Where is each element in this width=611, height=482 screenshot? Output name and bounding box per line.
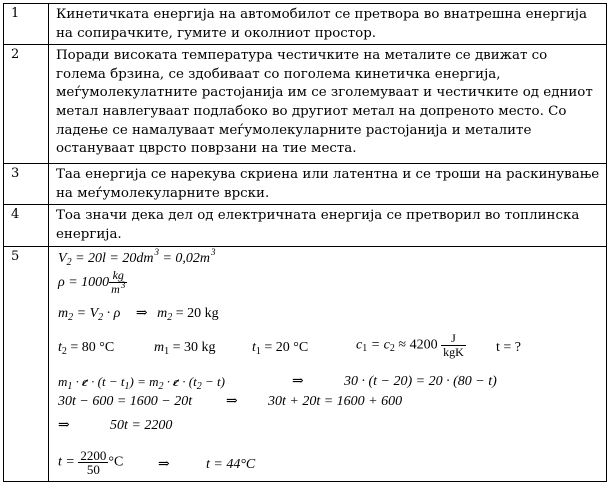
math-arrow: ⇒	[226, 393, 238, 409]
row-text: Поради високата температура честичките на металите се движат со голема брзина, се здобиваат со поголема кинетичка енергија, меѓумолекулатните растојанија им се зголемуваат и честичките од едниот метал навлегуваат подлабоко во другиот метал на допреното место. Со ладење се намалуваат меѓумолекуларните растојанија и металите остануваат цврсто поврзани на тие места.	[49, 45, 607, 164]
math-line-expanded: 30t − 600 = 1600 − 20t	[58, 393, 193, 409]
table-row	[4, 164, 607, 205]
table-row	[4, 246, 607, 481]
math-line-mass: $m_2 = V_2 \cdot \rho$ ⇒ $m_2 = 20$ kg	[58, 305, 219, 323]
math-line-heat-balance: $m_1 \cdot c \cdot (t - t_1) = m_2 \cdot c \cdot (t_2 - t)$	[58, 373, 225, 392]
table-row	[4, 45, 607, 164]
math-given-t1: $t_1 = 20$ °C	[252, 339, 309, 357]
math-line-collected: 30t + 20t = 1600 + 600	[268, 393, 403, 409]
row-number: 3	[4, 164, 49, 205]
table-row	[4, 4, 607, 45]
math-line-density: ρ = 1000 $\frac{kg}{m^3}$	[58, 267, 126, 296]
math-line-simplified: 50t = 2200	[110, 417, 173, 433]
row-text: Тоа значи дека дел од електричната енергија се претворил во топлинска енергија.	[49, 205, 607, 246]
math-given-c: $c_1 = c_2 \approx 4200$ $\frac{J}{\text{kgK}}$	[356, 330, 464, 359]
math-line-substituted: 30 · (t − 20) = 20 · (80 − t)	[344, 373, 497, 389]
math-line-result: t = $\frac{2200}{50}$ °C	[58, 447, 124, 477]
table-row	[4, 205, 607, 246]
math-unknown-t: t = ?	[496, 339, 521, 355]
math-arrow: ⇒	[292, 373, 304, 389]
math-given-m1: $m_1 = 30$ kg	[154, 339, 216, 357]
row-text: Таа енергија се нарекува скриена или латентна и се троши на раскинување на меѓумолекуларните врски.	[49, 164, 607, 205]
math-solution	[49, 246, 607, 481]
math-line-volume: $V_2 = 20l = 20dm^3 = 0,02m^3$	[58, 246, 216, 268]
row-number: 4	[4, 205, 49, 246]
math-arrow: ⇒	[158, 456, 170, 472]
row-number: 1	[4, 4, 49, 45]
math-arrow: ⇒	[58, 417, 70, 433]
row-text: Кинетичката енергија на автомобилот се претвора во внатрешна енергија на сопирачките, гумите и околниот простор.	[49, 4, 607, 45]
math-final-answer: t = 44°C	[206, 456, 256, 472]
math-line-givens: $t_2 = 80$ °C	[58, 339, 115, 357]
answers-table	[3, 3, 607, 482]
row-number: 5	[4, 246, 49, 481]
row-number: 2	[4, 45, 49, 164]
